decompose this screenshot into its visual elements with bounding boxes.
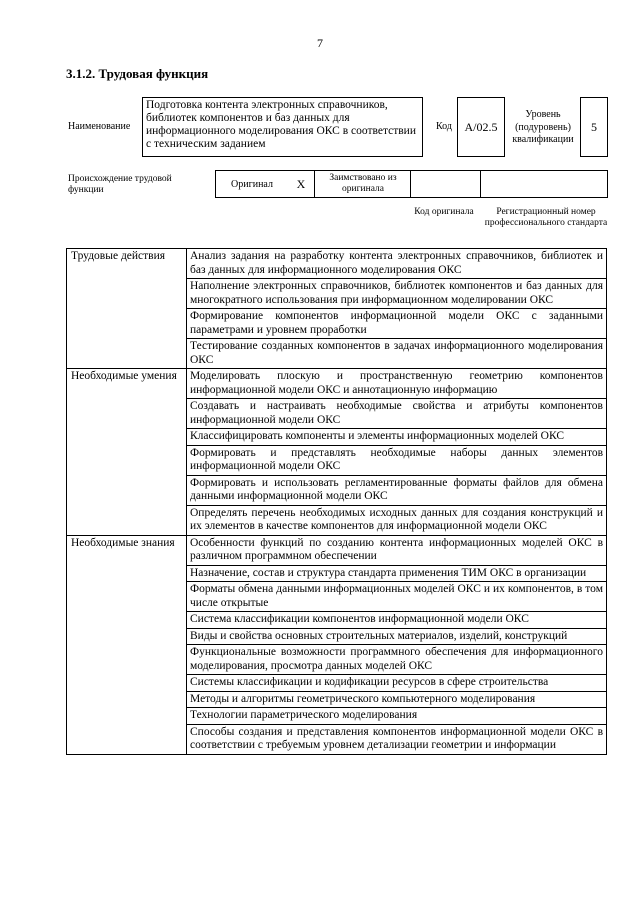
origin-mark: X [296,176,306,191]
level-label: Уровень (подуровень) квалификации [512,109,574,146]
table-cell: Наполнение электронных справочников, библиотек компонентов и баз данных для многократного использования при информационном моделировании ОКС [187,279,607,309]
table-cell: Способы создания и представления компонентов информационной модели ОКС в соответствии с требуемым уровнем детализации геометрии и информации [187,724,607,754]
table-cell: Формировать и использовать регламентированные форматы файлов для обмена данными информационной модели ОКС [187,475,607,505]
table-cell: Форматы обмена данными информационных моделей ОКС и их компонентов, в том числе открытые [187,582,607,612]
table-cell: Формирование компонентов информационной модели ОКС с заданными параметрами и уровнем проработки [187,309,607,339]
table-cell: Особенности функций по созданию контента информационных моделей ОКС в различном программном обеспечении [187,535,607,565]
table-cell: Моделировать плоскую и пространственную геометрию компонентов информационной модели ОКС и аннотационную информацию [187,369,607,399]
table-row [67,535,607,565]
table-cell: Создавать и настраивать необходимые свойства и атрибуты компонентов информационной модели ОКС [187,399,607,429]
level-value: 5 [591,119,597,134]
code-box [457,97,505,157]
name-label: Наименование [68,121,131,132]
table-cell: Система классификации компонентов информационной модели ОКС [187,612,607,629]
section-title: 3.1.2. Трудовая функция [66,66,209,81]
table-cell: Технологии параметрического моделирования [187,708,607,725]
table-cell: Тестирование созданных компонентов в задачах информационного моделирования ОКС [187,339,607,369]
category-cell: Необходимые знания [67,535,187,754]
reg-number-caption: Регистрационный номер профессионального стандарта [484,207,608,228]
origin-label: Происхождение трудовой функции [68,174,172,195]
table-cell: Определять перечень необходимых исходных данных для создания конструкций и их элементов в качестве компонентов для информационной модели ОКС [187,505,607,535]
category-cell: Трудовые действия [67,249,187,369]
code-original-cell [410,171,481,197]
table-cell: Функциональные возможности программного обеспечения для информационного моделирования, просмотра данных моделей ОКС [187,645,607,675]
table-cell: Анализ задания на разработку контента электронных справочников, библиотек и баз данных для информационного моделирования ОКС [187,249,607,279]
table-cell: Виды и свойства основных строительных материалов, изделий, конструкций [187,628,607,645]
reg-number-cell [480,171,608,197]
table-row [67,249,607,279]
function-table [66,248,607,755]
page-number: 7 [317,36,323,50]
table-cell: Методы и алгоритмы геометрического компьютерного моделирования [187,691,607,708]
origin-original: Оригинал [231,178,273,190]
origin-borrowed: Заимствовано из оригинала [314,171,411,197]
table-cell: Классифицировать компоненты и элементы информационных моделей ОКС [187,429,607,446]
table-cell: Системы классификации и кодификации ресурсов в сфере строительства [187,675,607,692]
table-cell: Назначение, состав и структура стандарта применения ТИМ ОКС в организации [187,565,607,582]
category-cell: Необходимые умения [67,369,187,536]
table-row [67,369,607,399]
code-original-caption: Код оригинала [414,206,474,217]
origin-row [215,170,608,198]
code-label: Код [436,121,452,132]
level-box [580,97,608,157]
function-name-box [142,97,423,157]
table-cell: Формировать и представлять необходимые наборы данных элементов информационной модели ОКС [187,445,607,475]
code-value: A/02.5 [464,119,498,134]
function-name: Подготовка контента электронных справочников, библиотек компонентов и баз данных для информационного моделирования ОКС в соответствии с техническим заданием [146,99,416,150]
